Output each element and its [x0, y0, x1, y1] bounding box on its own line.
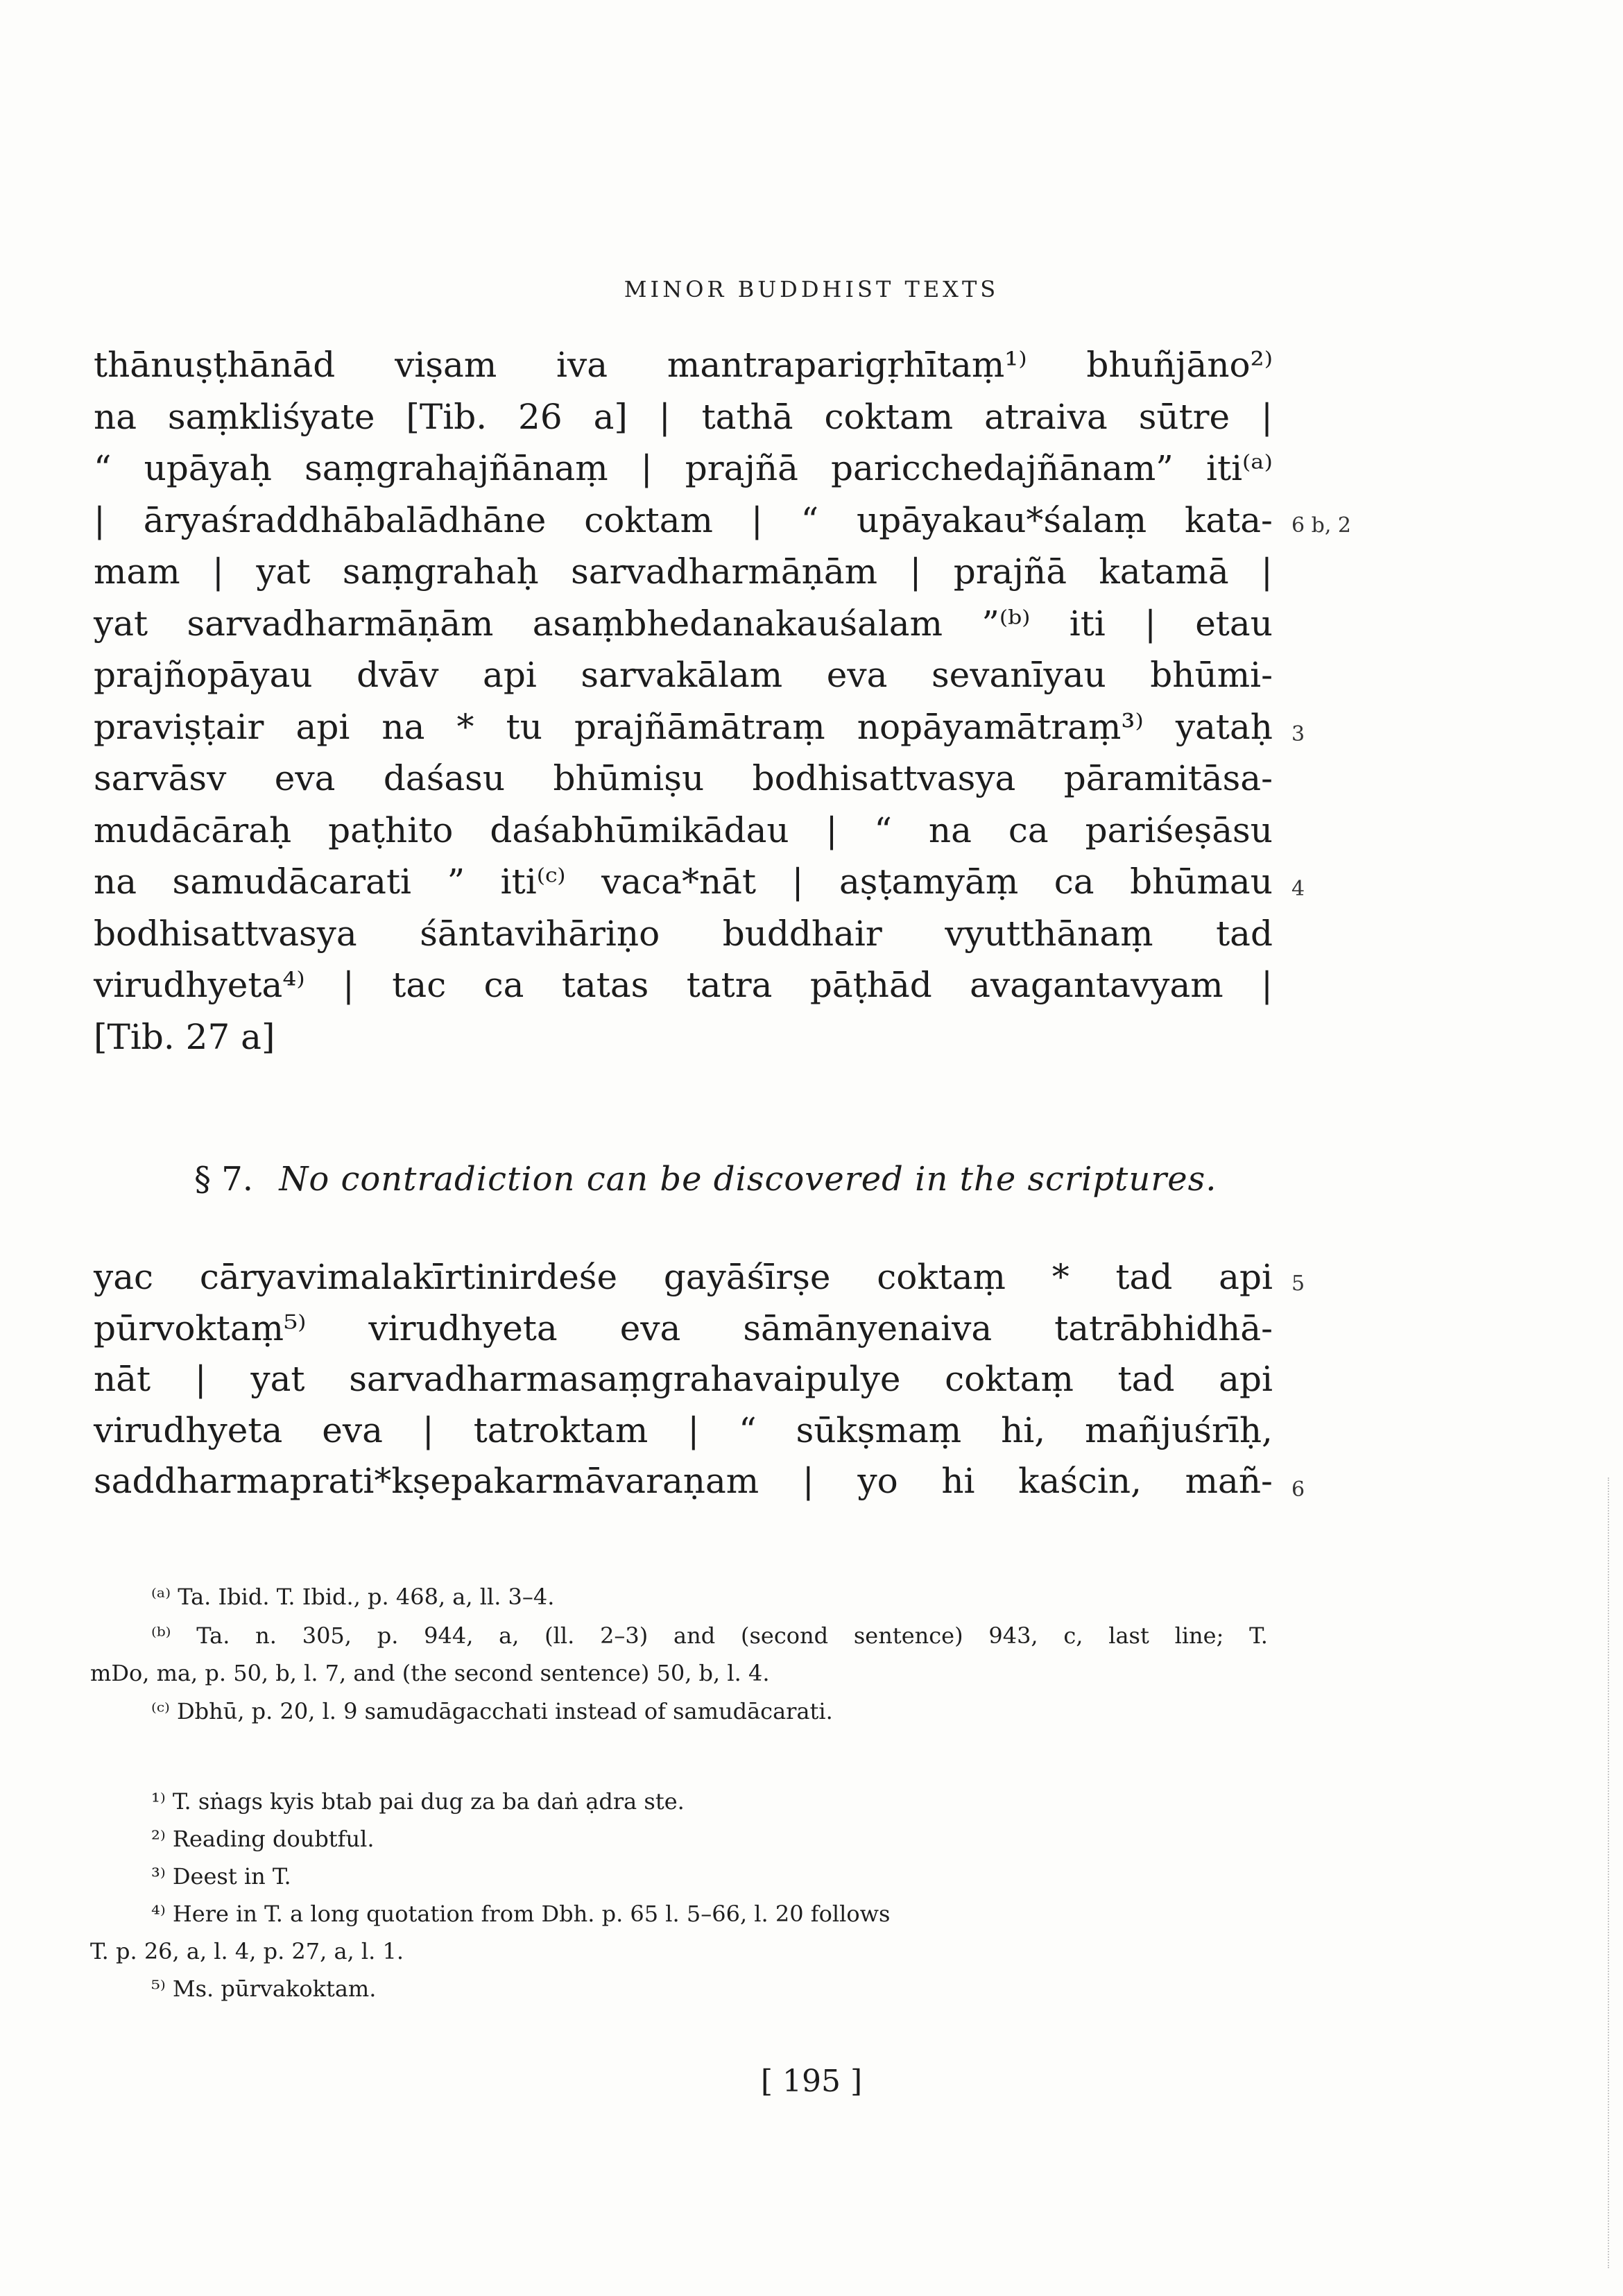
margin-number: 4	[1291, 877, 1305, 901]
text-line: pūrvoktaṃ⁵⁾ virudhyeta eva sāmānyenaiva tatrābhidhā-	[94, 1308, 1273, 1348]
section-title: No contradiction can be discovered in the scriptures.	[279, 1160, 1217, 1199]
text-line: thānuṣṭhānād viṣam iva mantraparigṛhītaṃ¹⁾ bhuñjāno²⁾	[94, 345, 1273, 385]
paragraph-2	[94, 1252, 1273, 1507]
margin-number: 5	[1291, 1271, 1305, 1296]
footnote-2: ²⁾ Reading doubtful.	[151, 1826, 375, 1852]
text-line: [Tib. 27 a]	[94, 1016, 275, 1057]
section-number: § 7.	[194, 1160, 254, 1199]
text-line: prajñopāyau dvāv api sarvakālam eva sevanīyau bhūmi-	[94, 655, 1273, 695]
footnote-c: ⁽ᶜ⁾ Dbhū, p. 20, l. 9 samudāgacchati instead of samudācarati.	[151, 1698, 833, 1724]
text-line: bodhisattvasya śāntavihāriṇo buddhair vyutthānaṃ tad	[94, 913, 1273, 954]
text-line: virudhyeta⁴⁾ | tac ca tatas tatra pāṭhād avagantavyam |	[94, 965, 1273, 1005]
text-line: “ upāyaḥ saṃgrahajñānaṃ | prajñā paricchedajñānam” iti⁽ᵃ⁾	[94, 448, 1273, 488]
margin-number: 6 b, 2	[1291, 513, 1351, 538]
text-line: virudhyeta eva | tatroktam | “ sūkṣmaṃ hi, mañjuśrīḥ,	[94, 1410, 1273, 1450]
paragraph-1	[94, 339, 1273, 1063]
text-line: yac cāryavimalakīrtinirdeśe gayāśīrṣe coktaṃ * tad api	[94, 1257, 1273, 1297]
margin-number: 6	[1291, 1477, 1305, 1502]
footnote-4: ⁴⁾ Here in T. a long quotation from Dbh. p. 65 l. 5–66, l. 20 follows	[151, 1901, 891, 1927]
running-head: MINOR BUDDHIST TEXTS	[624, 276, 999, 302]
footnote-4-continued: T. p. 26, a, l. 4, p. 27, a, l. 1.	[90, 1938, 404, 1964]
text-line: nāt | yat sarvadharmasaṃgrahavaipulye coktaṃ tad api	[94, 1359, 1273, 1399]
footnote-5: ⁵⁾ Ms. pūrvakoktam.	[151, 1976, 377, 2002]
text-line: mudācāraḥ paṭhito daśabhūmikādau | “ na ca pariśeṣāsu	[94, 809, 1273, 850]
footnote-b: ⁽ᵇ⁾ Ta. n. 305, p. 944, a, (ll. 2–3) and (second sentence) 943, c, last line; T.	[151, 1622, 1268, 1649]
page-number: [ 195 ]	[760, 2064, 863, 2099]
text-line: yat sarvadharmāṇām asaṃbhedanakauśalam ”⁽ᵇ⁾ iti | etau	[94, 603, 1273, 644]
footnote-3: ³⁾ Deest in T.	[151, 1863, 291, 1890]
text-line: praviṣṭair api na * tu prajñāmātraṃ nopāyamātraṃ³⁾ yataḥ	[94, 706, 1273, 747]
footnote-b-continued: mDo, ma, p. 50, b, l. 7, and (the second sentence) 50, b, l. 4.	[90, 1660, 770, 1686]
text-line: | āryaśraddhābalādhāne coktam | “ upāyakau*śalaṃ kata-	[94, 499, 1273, 540]
footnote-a: ⁽ᵃ⁾ Ta. Ibid. T. Ibid., p. 468, a, ll. 3–4.	[151, 1584, 555, 1610]
margin-number: 3	[1291, 722, 1305, 746]
text-line: na saṃkliśyate [Tib. 26 a] | tathā coktam atraiva sūtre |	[94, 396, 1273, 437]
footnote-1: ¹⁾ T. sṅags kyis btab pai dug za ba daṅ ạdra ste.	[151, 1788, 685, 1815]
text-line: na samudācarati ” iti⁽ᶜ⁾ vaca*nāt | aṣṭamyāṃ ca bhūmau	[94, 862, 1273, 902]
text-line: sarvāsv eva daśasu bhūmiṣu bodhisattvasya pāramitāsa-	[94, 758, 1273, 798]
text-line: saddharmaprati*kṣepakarmāvaraṇam | yo hi kaścin, mañ-	[94, 1461, 1273, 1501]
text-line: mam | yat saṃgrahaḥ sarvadharmāṇām | prajñā katamā |	[94, 551, 1273, 592]
section-heading	[194, 1160, 1217, 1199]
scan-edge-mark	[1608, 1477, 1611, 2268]
